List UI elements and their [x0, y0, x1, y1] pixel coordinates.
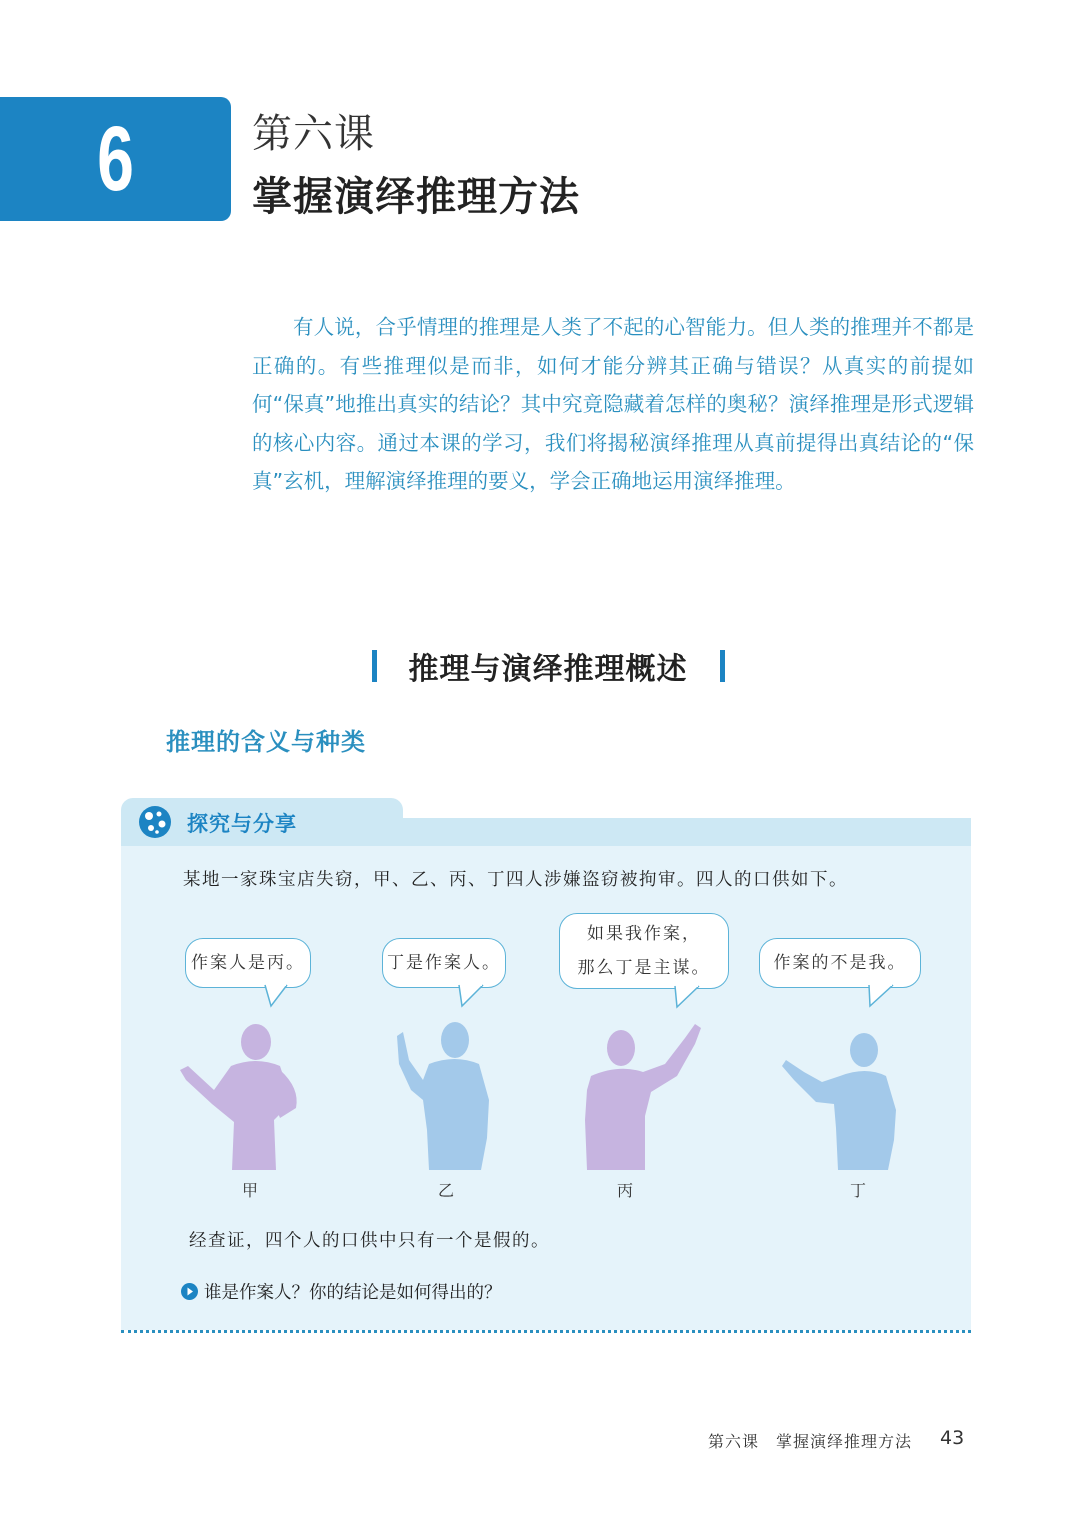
verification-text: 经查证，四个人的口供中只有一个是假的。 [189, 1231, 550, 1251]
lesson-title: 掌握演绎推理方法 [252, 174, 580, 220]
person-bing-silhouette [581, 1020, 706, 1170]
person-label-ding: 丁 [850, 1181, 867, 1200]
bubble-tail-ding [867, 985, 897, 1009]
bubble-text-jia: 作案人是丙。 [191, 953, 305, 973]
person-jia-silhouette [176, 1020, 311, 1170]
speech-bubble-bing [559, 913, 729, 989]
section-title: 推理与演绎推理概述 [408, 652, 688, 687]
chapter-number-box [0, 97, 231, 221]
play-arrow-icon [181, 1283, 198, 1300]
person-yi-silhouette [389, 1020, 499, 1170]
activity-box [121, 798, 971, 1330]
bubble-text-bing-line1: 如果我作案， [587, 924, 701, 944]
bubble-tail-jia [263, 985, 293, 1009]
activity-dotted-line [121, 1330, 971, 1333]
discussion-question [181, 1279, 502, 1304]
page-number: 43 [940, 1427, 965, 1449]
bubble-text-ding: 作案的不是我。 [773, 953, 907, 973]
activity-tab-title: 探究与分享 [187, 812, 297, 836]
speech-bubble-ding [759, 938, 921, 988]
section-bar-left [372, 650, 377, 682]
section-bar-right [720, 650, 725, 682]
question-text: 谁是作案人？你的结论是如何得出的？ [204, 1283, 502, 1303]
lesson-label: 第六课 [252, 111, 375, 157]
scenario-text: 某地一家珠宝店失窃，甲、乙、丙、丁四人涉嫌盗窃被拘审。四人的口供如下。 [183, 870, 848, 890]
speech-bubble-yi [382, 938, 506, 988]
bubble-tail-bing [673, 986, 703, 1010]
person-ding-silhouette [776, 1020, 901, 1170]
subsection-title: 推理的含义与种类 [166, 727, 366, 756]
intro-text: 有人说，合乎情理的推理是人类了不起的心智能力。但人类的推理并不都是正确的。有些推理似是而非，如何才能分辨其正确与错误？从真实的前提如何“保真”地推出真实的结论？其中究竟隐藏着怎样的奥秘？演绎推理是形式逻辑的核心内容。通过本课的学习，我们将揭秘演绎推理从真前提得出真结论的“保真”玄机，理解演绎推理的要义，学会正确地运用演绎推理。 [252, 315, 974, 493]
chapter-number: 6 [97, 108, 134, 210]
section-heading [0, 644, 1080, 688]
intro-paragraph [252, 308, 974, 501]
bubble-tail-yi [457, 985, 487, 1009]
footer-chapter-title: 第六课 掌握演绎推理方法 [708, 1432, 913, 1451]
person-label-jia: 甲 [242, 1181, 259, 1200]
person-label-yi: 乙 [438, 1181, 455, 1200]
explore-share-icon [137, 804, 173, 840]
activity-tab-strip [403, 818, 971, 846]
speech-bubble-jia [185, 938, 311, 988]
bubble-text-bing-line2: 那么丁是主谋。 [577, 958, 711, 978]
person-label-bing: 丙 [617, 1181, 634, 1200]
bubble-text-yi: 丁是作案人。 [387, 953, 501, 973]
